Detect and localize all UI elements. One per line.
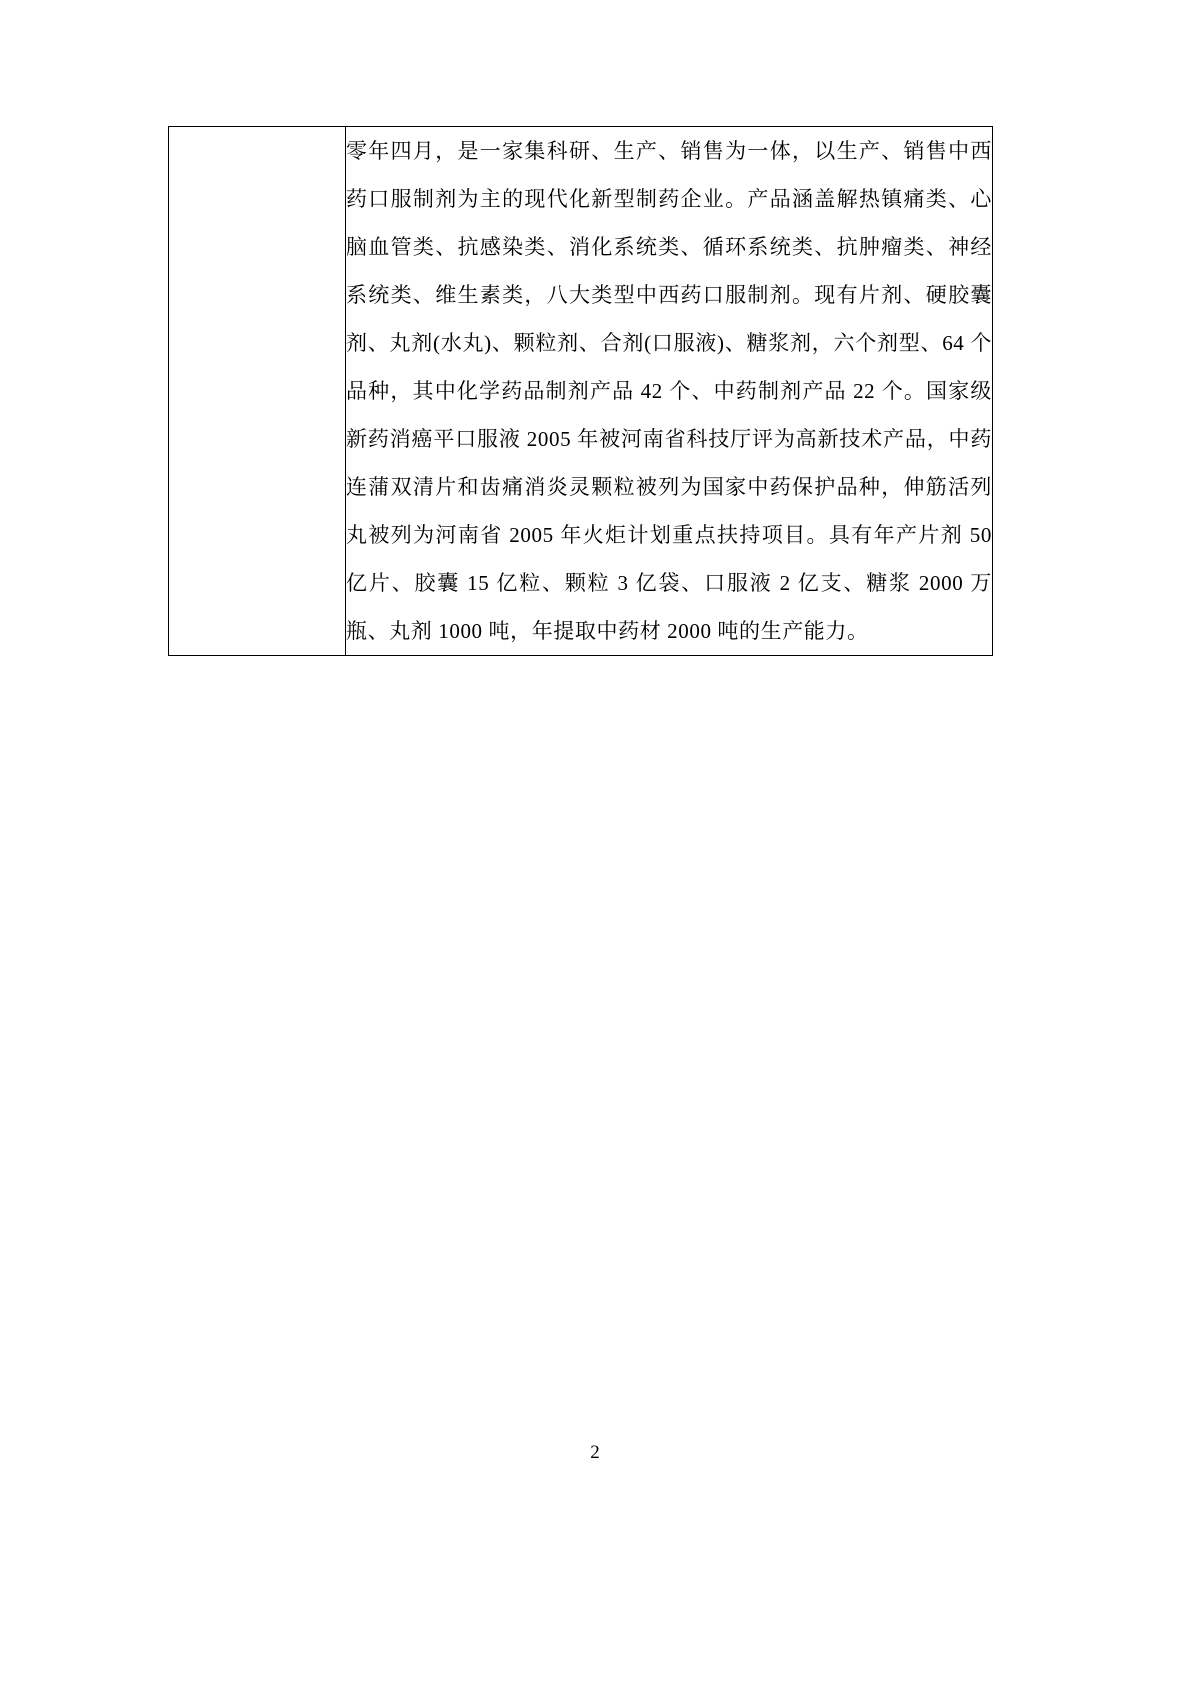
- table-body: [169, 127, 998, 656]
- table-cell-label: [169, 127, 346, 656]
- table-row: [169, 127, 993, 656]
- company-description-paragraph: 零年四月，是一家集科研、生产、销售为一体，以生产、销售中西药口服制剂为主的现代化新型制药企业。产品涵盖解热镇痛类、心脑血管类、抗感染类、消化系统类、循环系统类、抗肿瘤类、神经系统类、维生素类，八大类型中西药口服制剂。现有片剂、硬胶囊剂、丸剂(水丸)、颗粒剂、合剂(口服液)、糖浆剂，六个剂型、64 个品种，其中化学药品制剂产品 42 个、中药制剂产品 22 个。国家级新药消癌平口服液 2005 年被河南省科技厅评为高新技术产品，中药连蒲双清片和齿痛消炎灵颗粒被列为国家中药保护品种，伸筋活列丸被列为河南省 2005 年火炬计划重点扶持项目。具有年产片剂 50 亿片、胶囊 15 亿粒、颗粒 3 亿袋、口服液 2 亿支、糖浆 2000 万瓶、丸剂 1000 吨，年提取中药材 2000 吨的生产能力。: [346, 139, 998, 643]
- page-number: 2: [590, 1442, 600, 1463]
- content-table: [168, 126, 998, 656]
- table-cell-body: [346, 127, 998, 656]
